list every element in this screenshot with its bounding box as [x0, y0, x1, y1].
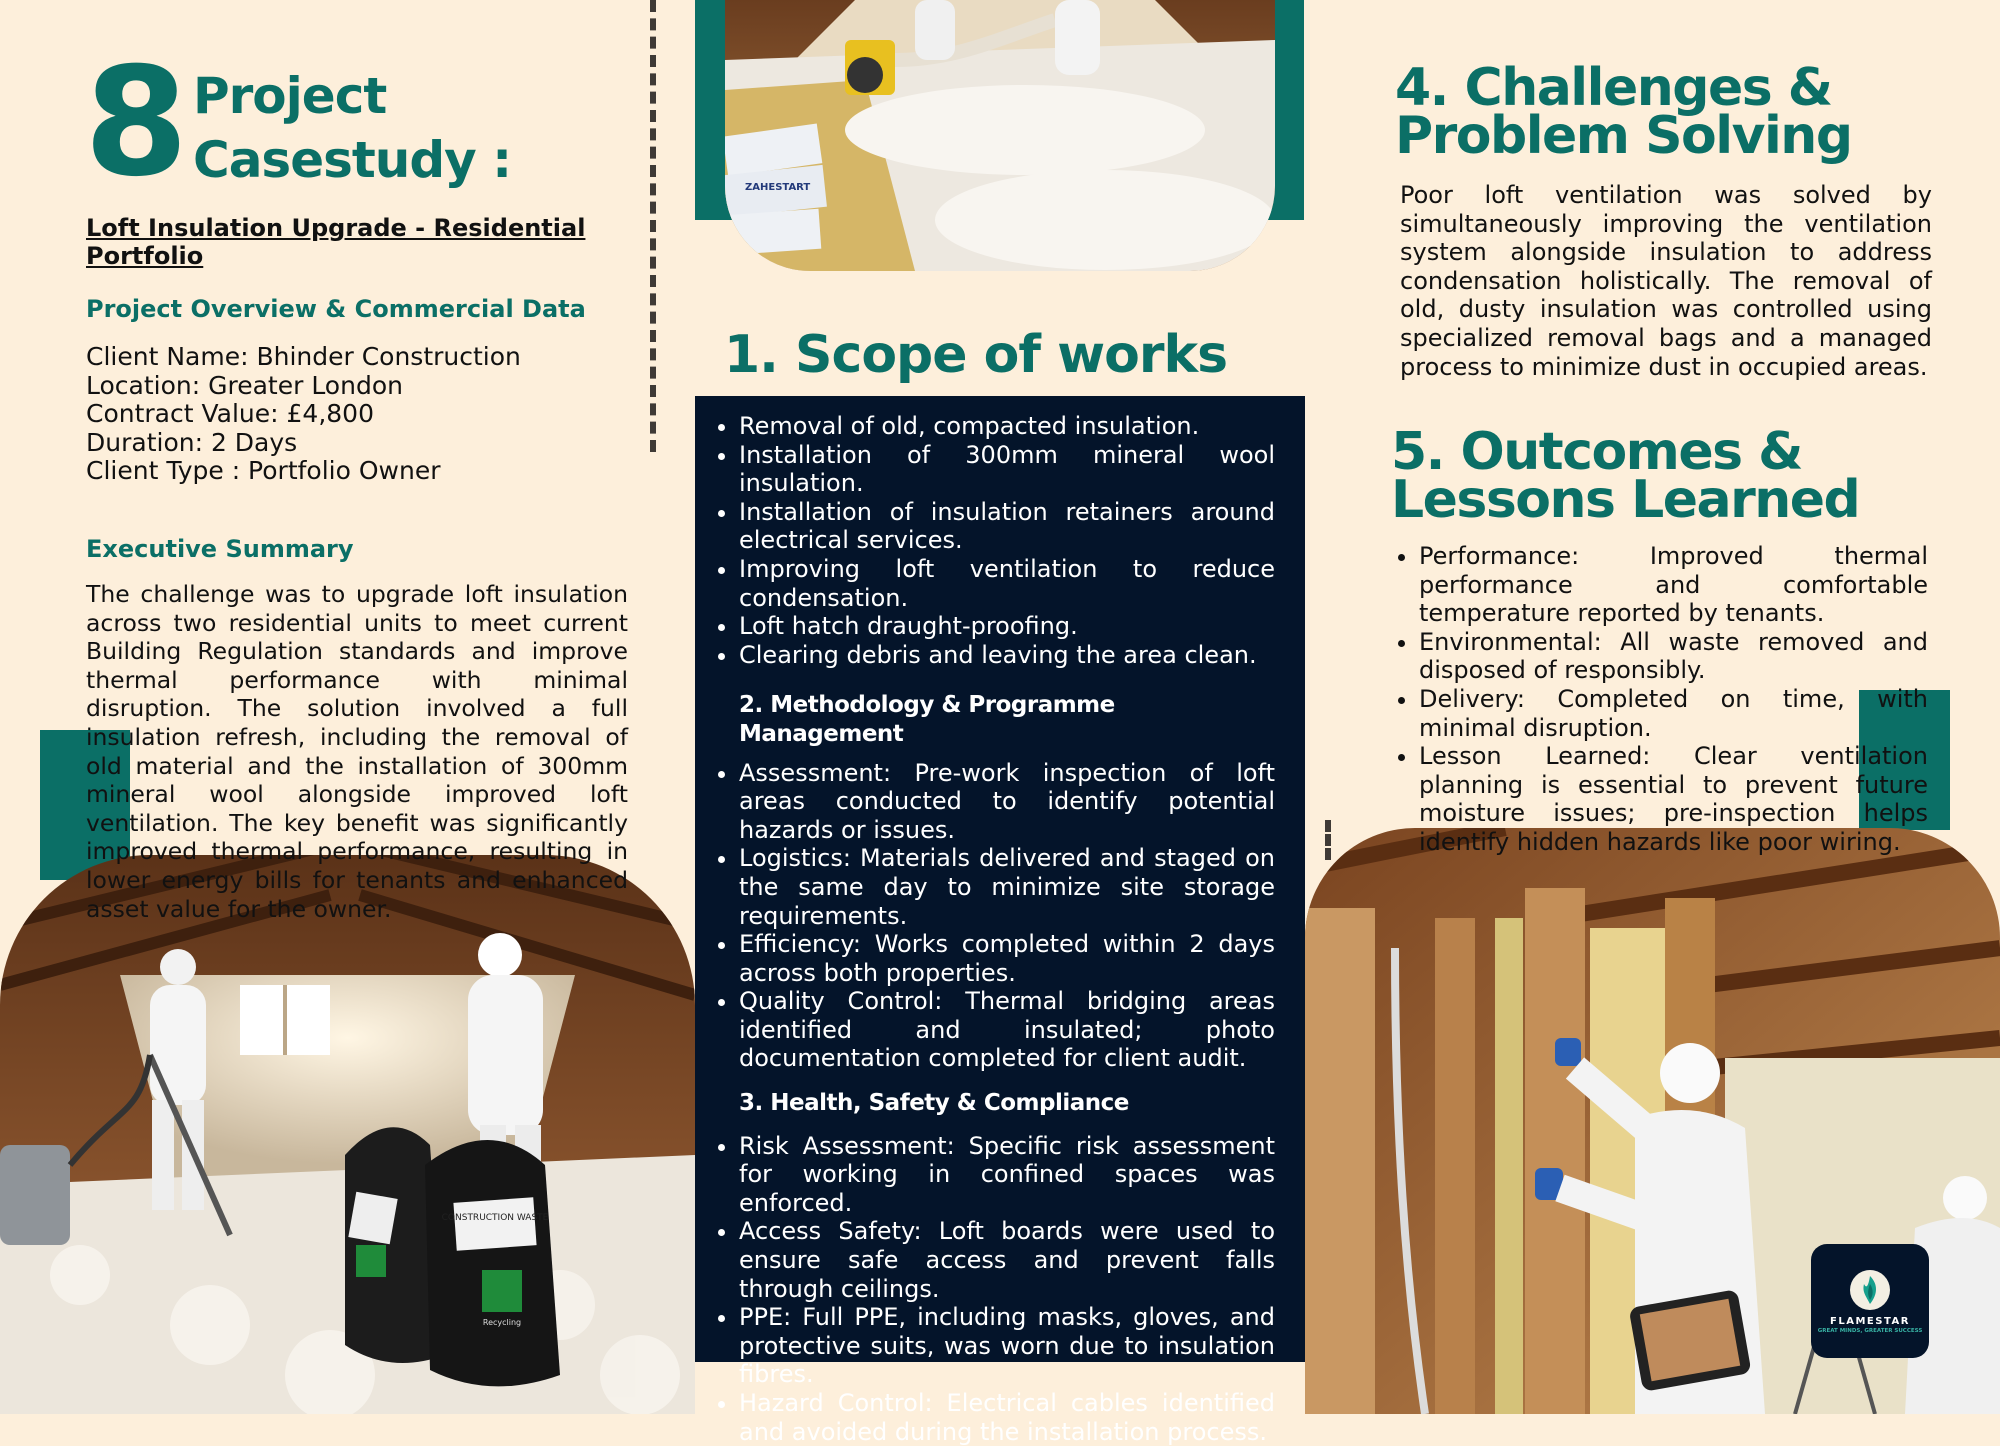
safety-heading: 3. Health, Safety & Compliance — [739, 1090, 1129, 1117]
challenges-heading-line-2: Problem Solving — [1395, 106, 1852, 166]
list-item: • Risk Assessment: Specific risk assessment for working in confined spaces was enforced. — [739, 1132, 1275, 1218]
methodology-list — [710, 759, 1275, 1074]
list-item: • Assessment: Pre-work inspection of loft areas conducted to identify potential hazards or issues. — [739, 759, 1275, 845]
list-item: • Access Safety: Loft boards were used to ensure safe access and prevent falls through ceilings. — [739, 1217, 1275, 1303]
waste-bag-label: CONSTRUCTION WASTE — [441, 1213, 549, 1223]
list-item: • Efficiency: Works completed within 2 days across both properties. — [739, 930, 1275, 987]
list-item: • Installation of insulation retainers around electrical services. — [739, 498, 1275, 555]
list-item: • Clearing debris and leaving the area clean. — [739, 641, 1275, 670]
fact-client-type: Client Type : Portfolio Owner — [86, 456, 441, 486]
photo-waste-removal — [0, 855, 695, 1414]
methodology-heading: 2. Methodology & Programme Management — [739, 692, 1115, 747]
recycle-label: Recycling — [482, 1318, 522, 1327]
list-item: • Performance: Improved thermal performance and comfortable temperature reported by tenants. — [1419, 542, 1928, 628]
outcomes-heading-line-1: 5. Outcomes & — [1391, 422, 1803, 482]
title-line-1: Project — [193, 67, 387, 125]
overview-heading: Project Overview & Commercial Data — [86, 295, 586, 323]
list-item: • Improving loft ventilation to reduce condensation. — [739, 555, 1275, 612]
fact-duration: Duration: 2 Days — [86, 427, 298, 457]
scope-list — [710, 412, 1275, 669]
subtitle-line-2: Portfolio — [86, 242, 204, 270]
photo-blown-insulation — [725, 0, 1275, 271]
sack-label: ZAHESTART — [745, 182, 811, 193]
list-item: • Logistics: Materials delivered and staged on the same day to minimize site storage requirements. — [739, 844, 1275, 930]
outcomes-content — [1390, 542, 1928, 857]
challenges-text: Poor loft ventilation was solved by simultaneously improving the ventilation system alongside insulation to address condensation holistically. The removal of old, dusty insulation was controlled using specialized removal bags and a managed process to minimize dust in occupied areas. — [1400, 181, 1932, 381]
safety-list — [710, 1132, 1275, 1446]
outcomes-list — [1390, 542, 1928, 857]
list-item: • Quality Control: Thermal bridging areas identified and insulated; photo documentation completed for client audit. — [739, 987, 1275, 1073]
subtitle-line-1: Loft Insulation Upgrade - Residential — [86, 214, 586, 242]
title-line-2: Casestudy : — [193, 131, 512, 189]
fact-location: Location: Greater London — [86, 370, 403, 400]
list-item: • Loft hatch draught-proofing. — [739, 612, 1275, 641]
challenges-heading — [1395, 58, 1852, 166]
logo-name: FLAMESTAR — [1830, 1316, 1910, 1327]
page-title — [193, 64, 511, 192]
list-item: • Environmental: All waste removed and disposed of responsibly. — [1419, 628, 1928, 685]
list-item: • Lesson Learned: Clear ventilation planning is essential to prevent future moisture issues; pre-inspection helps identify hidden hazards like poor wiring. — [1419, 742, 1928, 856]
scope-panel-content — [710, 412, 1275, 1446]
executive-summary-text: The challenge was to upgrade loft insulation across two residential units to meet current Building Regulation standards and improve thermal performance with minimal disruption. The solution involved a full insulation refresh, including the removal of old material and the installation of 300mm mineral wool alongside improved loft ventilation. The key benefit was significantly improved thermal performance, resulting in lower energy bills for tenants and enhanced asset value for the owner. — [86, 580, 628, 923]
dashed-divider-right — [1325, 820, 1337, 860]
list-item: • Installation of 300mm mineral wool insulation. — [739, 441, 1275, 498]
challenges-heading-line-1: 4. Challenges & — [1395, 58, 1832, 118]
fact-client-name: Client Name: Bhinder Construction — [86, 342, 521, 371]
dashed-divider — [650, 0, 656, 452]
list-item: • Delivery: Completed on time, with minimal disruption. — [1419, 685, 1928, 742]
list-item: • Hazard Control: Electrical cables identified and avoided during the installation process. — [739, 1389, 1275, 1446]
project-facts — [86, 343, 521, 486]
outcomes-heading — [1391, 422, 1860, 530]
project-subtitle — [86, 214, 586, 270]
outcomes-heading-line-2: Lessons Learned — [1391, 470, 1860, 530]
logo-tagline: GREAT MINDS, GREATER SUCCESS — [1817, 1328, 1923, 1334]
list-item: • PPE: Full PPE, including masks, gloves, and protective suits, was worn due to insulation fibres. — [739, 1303, 1275, 1389]
list-item: • Removal of old, compacted insulation. — [739, 412, 1275, 441]
scope-heading: 1. Scope of works — [724, 325, 1228, 385]
case-study-number: 8 — [84, 36, 189, 210]
flame-icon — [1848, 1268, 1892, 1312]
executive-summary-heading: Executive Summary — [86, 535, 354, 563]
flamestar-logo — [1811, 1244, 1929, 1358]
fact-contract-value: Contract Value: £4,800 — [86, 399, 374, 429]
